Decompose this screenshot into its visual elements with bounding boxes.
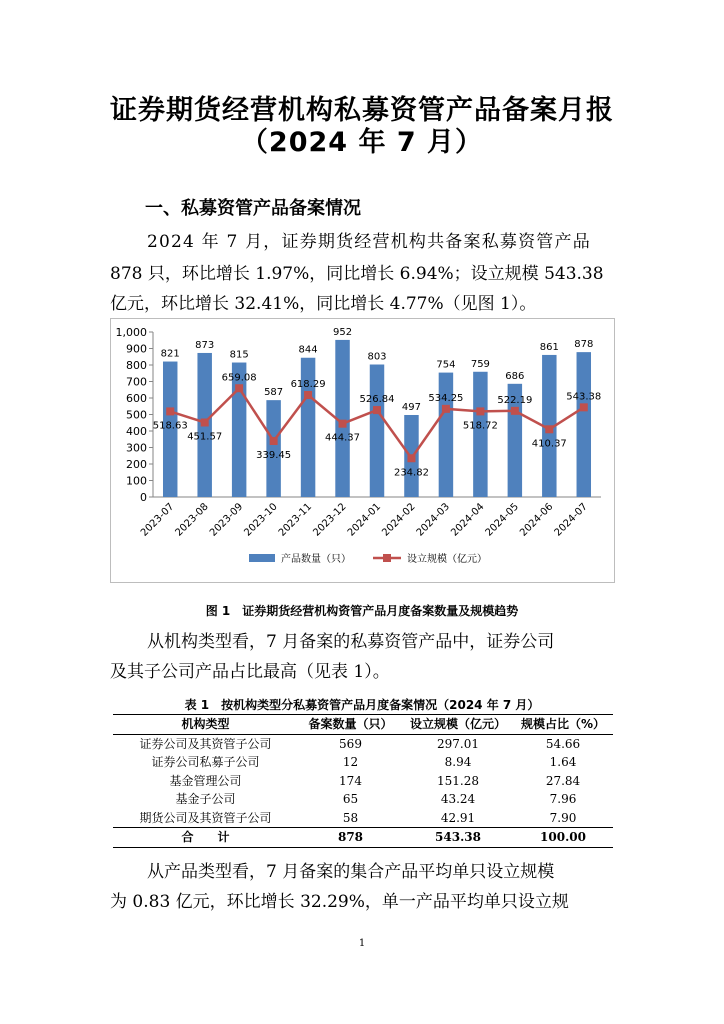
- line-data-label: 444.37: [325, 432, 361, 444]
- table-cell: 7.90: [549, 810, 577, 825]
- table-cell: 12: [342, 755, 359, 770]
- line-marker: [235, 384, 243, 392]
- table-cell: 569: [339, 736, 362, 751]
- page-subtitle-date: （2024 年 7 月）: [240, 127, 484, 158]
- line-data-label: 534.25: [428, 392, 464, 404]
- x-tick-label: 2023-12: [311, 501, 349, 539]
- line-data-label: 410.37: [531, 438, 567, 450]
- paragraph-3-line-2: 为 0.83 亿元，环比增长 32.29%，单一产品平均单只设立规: [110, 892, 569, 912]
- table-caption: 表 1 按机构类型分私募资管产品月度备案情况（2024 年 7 月）: [184, 698, 540, 712]
- table-row: [113, 790, 613, 809]
- bar: [370, 365, 384, 497]
- column-header: 备案数量（只）: [298, 715, 403, 735]
- bar-data-label: 497: [401, 401, 422, 413]
- page-title: 证券期货经营机构私募资管产品备案月报: [110, 95, 614, 126]
- bar-data-label: 815: [229, 349, 249, 361]
- line-data-label: 339.45: [256, 449, 292, 461]
- paragraph-1-line-1: 2024 年 7 月，证券期货经营机构共备案私募资管产品: [147, 232, 591, 252]
- figure-caption: 图 1 证券期货经营机构资管产品月度备案数量及规模趋势: [205, 604, 519, 618]
- bar-data-label: 844: [298, 344, 318, 356]
- table-row: [113, 734, 613, 753]
- table-cell: 证券公司私募子公司: [151, 755, 260, 770]
- legend-bar-swatch: [249, 554, 275, 562]
- bar-data-label: 821: [160, 348, 180, 360]
- table-cell: 878: [298, 828, 403, 848]
- line-marker: [545, 425, 553, 433]
- table-row: [113, 753, 613, 772]
- bar-data-label: 952: [332, 326, 353, 338]
- table-cell: 42.91: [440, 810, 476, 825]
- y-tick-label: 300: [126, 441, 147, 455]
- line-marker: [304, 391, 312, 399]
- table-cell: 证券公司及其资管子公司: [139, 736, 272, 751]
- x-tick-label: 2024-07: [552, 501, 590, 539]
- table-cell: 100.00: [513, 828, 613, 848]
- line-marker: [166, 407, 174, 415]
- x-tick-label: 2024-06: [518, 501, 556, 539]
- column-header: 设立规模（亿元）: [403, 715, 513, 735]
- table-cell: 基金子公司: [175, 792, 236, 807]
- y-tick-label: 700: [126, 375, 147, 389]
- table-cell: 合 计: [113, 828, 298, 848]
- combo-chart: [111, 319, 614, 582]
- y-tick-label: 400: [126, 425, 147, 438]
- line-marker: [339, 420, 347, 428]
- bar: [266, 400, 280, 497]
- legend-line-marker: [383, 554, 391, 562]
- x-tick-label: 2023-09: [207, 501, 246, 539]
- y-tick-label: 200: [126, 458, 147, 471]
- x-tick-label: 2024-03: [414, 501, 453, 539]
- table-total-row: [113, 828, 613, 848]
- x-tick-label: 2024-04: [449, 501, 487, 539]
- table-cell: 7.96: [549, 792, 577, 807]
- x-tick-label: 2024-02: [380, 501, 418, 539]
- line-marker: [442, 405, 450, 413]
- paragraph-1-line-2: 878 只，环比增长 1.97%，同比增长 6.94%；设立规模 543.38: [110, 264, 604, 284]
- y-tick-label: 500: [126, 408, 147, 422]
- line-data-label: 659.08: [221, 372, 257, 384]
- line-data-label: 234.82: [393, 467, 429, 479]
- y-tick-label: 800: [126, 359, 147, 372]
- y-tick-label: 900: [126, 342, 147, 356]
- table-row: [113, 772, 613, 791]
- x-tick-label: 2023-07: [139, 501, 177, 539]
- x-tick-label: 2023-10: [242, 501, 280, 539]
- y-tick-label: 100: [126, 474, 147, 488]
- line-marker: [373, 406, 381, 414]
- x-tick-label: 2023-11: [276, 501, 315, 539]
- column-header: 机构类型: [113, 715, 298, 735]
- bar-data-label: 587: [264, 387, 284, 399]
- chart-figure-1: [110, 318, 615, 583]
- table-row: [113, 809, 613, 828]
- paragraph-2-line-1: 从机构类型看，7 月备案的私募资管产品中，证券公司: [147, 632, 555, 652]
- x-tick-label: 2024-01: [345, 501, 384, 539]
- bar: [439, 373, 453, 497]
- column-header: 规模占比（%）: [513, 715, 613, 735]
- table-cell: 43.24: [440, 792, 476, 807]
- y-tick-label: 0: [140, 491, 147, 504]
- bar-data-label: 873: [195, 339, 215, 351]
- bar-data-label: 686: [505, 370, 525, 382]
- paragraph-2-line-2: 及其子公司产品占比最高（见表 1）。: [110, 662, 390, 682]
- line-data-label: 518.72: [462, 420, 498, 432]
- table-cell: 543.38: [403, 828, 513, 848]
- line-data-label: 451.57: [187, 431, 223, 443]
- line-data-label: 518.63: [152, 420, 188, 432]
- line-data-label: 543.38: [566, 391, 602, 403]
- table-cell: 期货公司及其资管子公司: [139, 810, 272, 825]
- table-cell: 54.66: [545, 736, 581, 751]
- legend-label: 设立规模（亿元）: [407, 554, 487, 565]
- bar-data-label: 878: [574, 339, 594, 351]
- x-tick-label: 2023-08: [173, 501, 211, 539]
- bar: [473, 372, 487, 497]
- line-marker: [580, 403, 588, 411]
- bar-data-label: 759: [470, 358, 490, 370]
- bar-data-label: 754: [436, 359, 456, 371]
- table-cell: 174: [339, 773, 362, 788]
- line-marker: [270, 437, 278, 445]
- paragraph-1-line-3: 亿元，环比增长 32.41%，同比增长 4.77%（见图 1）。: [110, 294, 537, 314]
- paragraph-3-line-1: 从产品类型看，7 月备案的集合产品平均单只设立规模: [147, 862, 555, 882]
- line-data-label: 618.29: [290, 378, 326, 390]
- x-tick-label: 2024-05: [483, 501, 521, 539]
- table-cell: 27.84: [545, 773, 581, 788]
- legend-label: 产品数量（只）: [281, 554, 351, 565]
- section-heading: 一、私募资管产品备案情况: [145, 198, 361, 219]
- line-marker: [476, 407, 484, 415]
- line-data-label: 526.84: [359, 394, 395, 406]
- table-cell: 8.94: [444, 755, 472, 770]
- table-cell: 基金管理公司: [169, 773, 242, 788]
- page-number: 1: [358, 938, 366, 949]
- line-data-label: 522.19: [497, 394, 533, 406]
- table-cell: 1.64: [549, 755, 577, 770]
- line-marker: [201, 418, 209, 426]
- bar: [577, 352, 591, 497]
- line-marker: [511, 407, 519, 415]
- bar-data-label: 803: [367, 351, 387, 363]
- table-header-row: [113, 715, 613, 735]
- table-cell: 58: [342, 810, 359, 825]
- data-table: [113, 714, 613, 848]
- bar-data-label: 861: [539, 341, 559, 353]
- table-cell: 65: [342, 792, 359, 807]
- table-cell: 297.01: [437, 736, 479, 751]
- y-tick-label: 600: [126, 392, 147, 405]
- y-tick-label: 1,000: [115, 326, 147, 339]
- line-marker: [407, 454, 415, 462]
- table-cell: 151.28: [437, 773, 479, 788]
